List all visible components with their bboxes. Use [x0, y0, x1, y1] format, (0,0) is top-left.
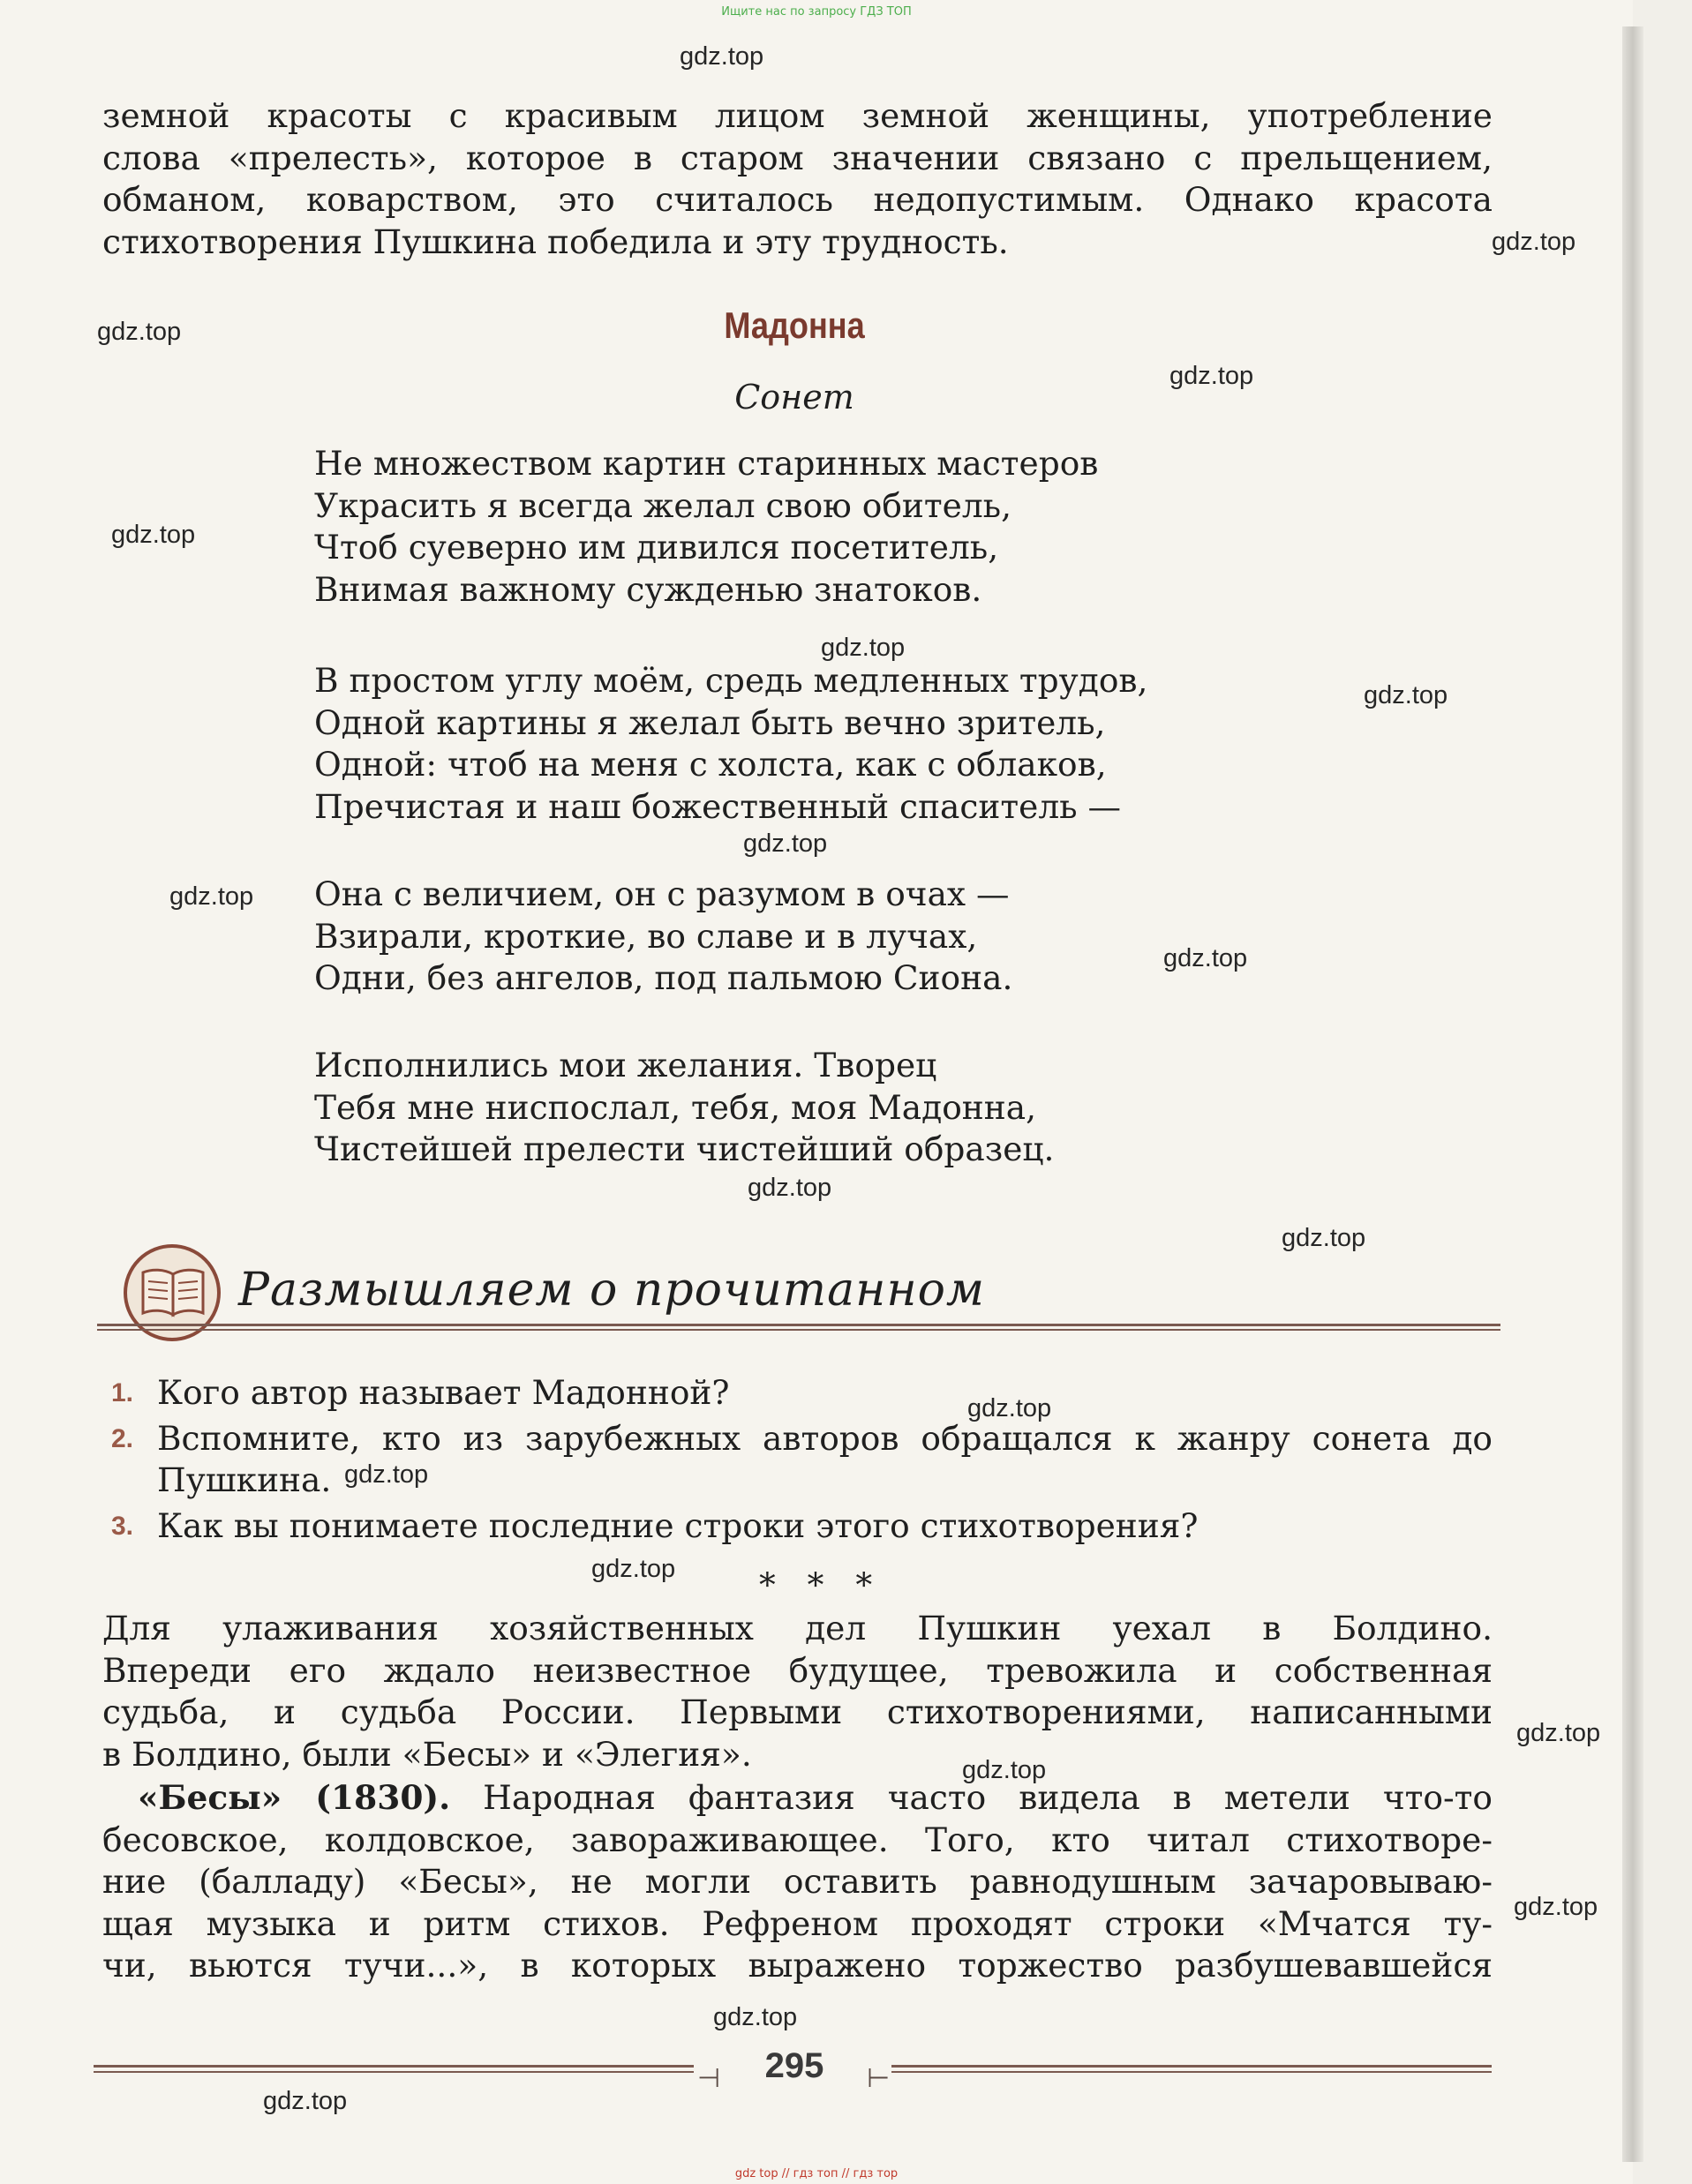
- verse-line: Одной картины я желал быть вечно зритель,: [314, 702, 1106, 742]
- text-line: стихотворения Пушкина победила и эту трудность.: [102, 221, 1009, 261]
- text-line: бесовское, колдовское, завораживающее. Того, кто читал стихотворе-: [102, 1820, 1493, 1859]
- poem-subtitle: Сонет: [734, 378, 854, 417]
- stanza-3: [314, 874, 1012, 1000]
- text-line: чи, вьются тучи...», в которых выражено торжество разбушевавшейся: [102, 1946, 1493, 1985]
- watermark: gdz.top: [1163, 944, 1248, 972]
- watermark: gdz.top: [1516, 1719, 1601, 1747]
- watermark: gdz.top: [1492, 228, 1576, 256]
- watermark: gdz.top: [748, 1174, 832, 1202]
- besy-paragraph: [102, 1777, 1493, 1987]
- watermark: gdz.top: [713, 2003, 798, 2031]
- verse-line: Исполнились мои желания. Творец: [314, 1046, 937, 1084]
- text-run: Народная фантазия часто видела в метели что-то: [450, 1778, 1493, 1817]
- questions-list: [111, 1372, 1493, 1550]
- question-text: Пушкина.: [157, 1460, 332, 1499]
- text-line: [102, 1777, 1493, 1820]
- watermark: gdz.top: [591, 1555, 676, 1583]
- verse-line: Внимая важному сужденью знатоков.: [314, 569, 982, 609]
- question-number: 2.: [111, 1423, 134, 1453]
- section-separator: * * *: [759, 1565, 884, 1604]
- text-line: судьба, и судьба России. Первыми стихотворениями, написанными: [102, 1692, 1493, 1731]
- boldino-paragraph: [102, 1608, 1493, 1775]
- footer-rule-right: [891, 2065, 1492, 2075]
- verse-line: Чистейшей прелести чистейший образец.: [314, 1130, 1055, 1168]
- question-item: [111, 1372, 1493, 1415]
- watermark: gdz.top: [169, 882, 254, 911]
- text-line: обманом, коварством, это считалось недопустимым. Однако красота: [102, 180, 1493, 219]
- stanza-2: [314, 660, 1147, 828]
- question-text: Кого автор называет Мадонной?: [157, 1373, 730, 1412]
- text-line: слова «прелесть», которое в старом значении связано с прельщением,: [102, 138, 1493, 177]
- watermark: gdz.top: [743, 829, 828, 858]
- page-edge-shadow: [1622, 26, 1643, 2162]
- question-text: Как вы понимаете последние строки этого стихотворения?: [157, 1505, 1199, 1545]
- watermark: gdz.top: [821, 634, 906, 662]
- verse-line: Одной: чтоб на меня с холста, как с облаков,: [314, 745, 1107, 784]
- page-number: 295: [764, 2046, 824, 2085]
- verse-line: Чтоб суеверно им дивился посетитель,: [314, 528, 999, 567]
- verse-line: Она с величием, он с разумом в очах —: [314, 874, 1010, 913]
- watermark: gdz.top: [962, 1756, 1047, 1784]
- text-line: щая музыка и ритм стихов. Рефреном проходят строки «Мчатся ту-: [102, 1903, 1493, 1943]
- watermark: gdz.top: [1514, 1893, 1598, 1921]
- verse-line: Не множеством картин старинных мастеров: [314, 444, 1099, 483]
- text-line: Для улаживания хозяйственных дел Пушкин уехал в Болдино.: [102, 1609, 1493, 1647]
- watermark: gdz.top: [1282, 1224, 1366, 1252]
- verse-line: Тебя мне ниспослал, тебя, моя Мадонна,: [314, 1087, 1037, 1127]
- verse-line: Взирали, кроткие, во славе и в лучах,: [314, 916, 978, 956]
- footer-ornament: ⊣: [697, 2064, 721, 2093]
- question-item: [111, 1505, 1493, 1548]
- reflection-section-header: [97, 1228, 1500, 1352]
- question-number: 1.: [111, 1378, 134, 1407]
- footer-ornament: ⊢: [867, 2064, 891, 2093]
- question-text: Вспомните, кто из зарубежных авторов обращался к жанру сонета до: [157, 1418, 1493, 1458]
- text-line: Впереди его ждало неизвестное будущее, тревожила и собственная: [102, 1650, 1493, 1690]
- verse-line: Одни, без ангелов, под пальмою Сиона.: [314, 958, 1013, 997]
- verse-line: Пречистая и наш божественный спаситель —: [314, 786, 1122, 826]
- watermark: gdz.top: [344, 1460, 429, 1489]
- text-line: в Болдино, были «Бесы» и «Элегия».: [102, 1734, 752, 1774]
- watermark: gdz.top: [111, 521, 196, 549]
- watermark: gdz.top: [263, 2087, 348, 2115]
- top-banner: Ищите нас по запросу ГДЗ ТОП: [721, 5, 912, 19]
- intro-paragraph: [102, 95, 1493, 263]
- bottom-banner: gdz top // гдз топ // гдз тор: [734, 2167, 899, 2180]
- verse-line: В простом углу моём, средь медленных трудов,: [314, 661, 1148, 700]
- text-line: земной красоты с красивым лицом земной женщины, употребление: [102, 96, 1493, 135]
- section-title: Размышляем о прочитанном: [238, 1264, 986, 1317]
- section-divider: [97, 1324, 1500, 1332]
- question-number: 3.: [111, 1511, 134, 1541]
- watermark: gdz.top: [1169, 362, 1254, 390]
- stanza-1: [314, 443, 1098, 611]
- poem-title: Мадонна: [724, 304, 865, 346]
- verse-line: Украсить я всегда желал свою обитель,: [314, 485, 1011, 525]
- text-line: ние (балладу) «Бесы», не могли оставить равнодушным зачаровываю-: [102, 1862, 1493, 1901]
- watermark: gdz.top: [97, 318, 182, 346]
- watermark: gdz.top: [1364, 681, 1448, 709]
- watermark: gdz.top: [967, 1394, 1052, 1422]
- stanza-4: [314, 1045, 1054, 1171]
- watermark: gdz.top: [680, 42, 764, 71]
- footer-rule-left: [94, 2065, 694, 2075]
- question-item: [111, 1418, 1493, 1502]
- work-title: «Бесы» (1830).: [138, 1778, 451, 1817]
